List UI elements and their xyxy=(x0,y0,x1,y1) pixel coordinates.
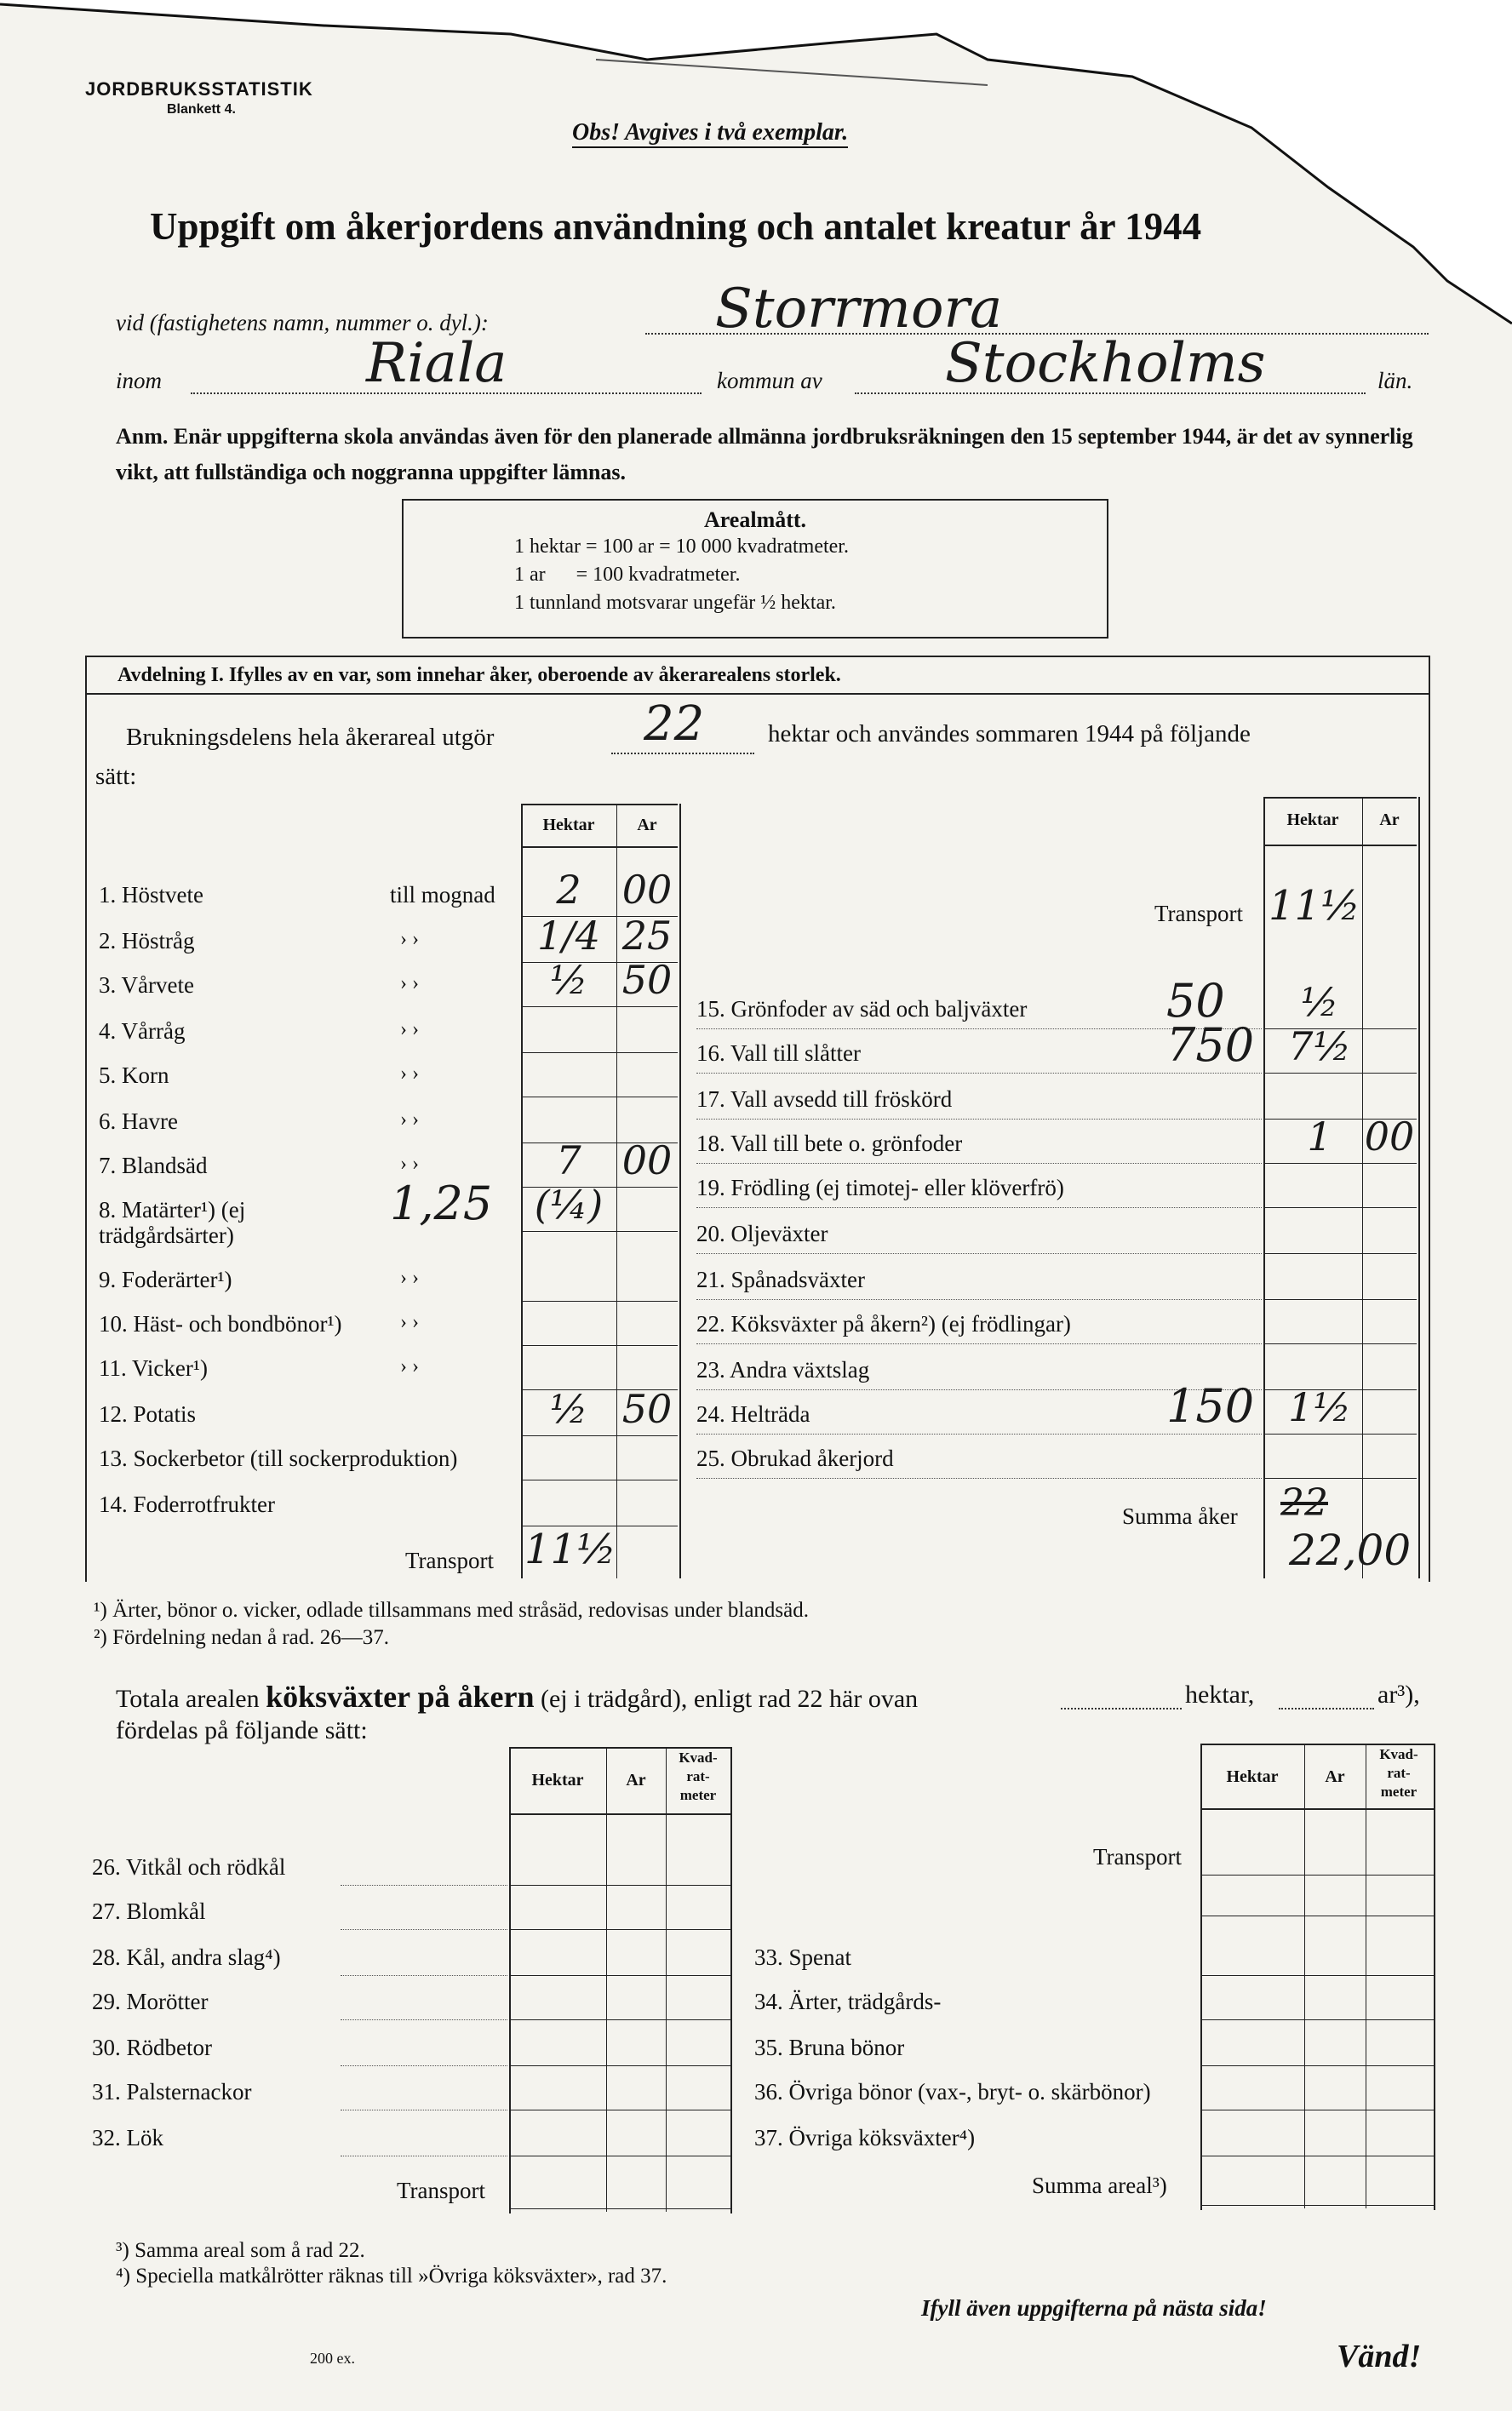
kok-hektar-label: hektar, xyxy=(1185,1681,1255,1709)
right-col-ar: Ar xyxy=(1379,810,1400,829)
row-rule xyxy=(1200,1875,1434,1876)
lan-label: län. xyxy=(1377,368,1413,393)
vegetable-row-label: 31. Palsternackor xyxy=(92,2079,252,2105)
kok-right-ar: Ar xyxy=(1325,1767,1345,1786)
kok-left-header-rule xyxy=(509,1813,730,1815)
vegetable-row-label: 26. Vitkål och rödkål xyxy=(92,1854,286,1880)
crop-row-label: 23. Andra växtslag xyxy=(696,1357,870,1383)
ditto-mark: › › xyxy=(400,1108,419,1131)
row-rule xyxy=(1263,1207,1417,1208)
acreage-intro-a: Brukningsdelens hela åkerareal utgör xyxy=(126,724,495,751)
kok-left-kvm: Kvad-rat-meter xyxy=(679,1750,718,1803)
crop-hektar-value: ½ xyxy=(549,1386,588,1432)
row-rule xyxy=(1263,1434,1417,1435)
row-rule xyxy=(509,1885,730,1886)
footnote-1: ¹) Ärter, bönor o. vicker, odlade tillsammans med stråsäd, redovisas under blandsäd. xyxy=(94,1599,809,1622)
row-rule xyxy=(509,1975,730,1976)
summa-struck: 22 xyxy=(1280,1481,1328,1525)
crop-row-label: 19. Frödling (ej timotej- eller klöverfrö) xyxy=(696,1175,1064,1200)
crop-row-label: 17. Vall avsedd till fröskörd xyxy=(696,1086,953,1112)
arealmatt-title: Arealmått. xyxy=(703,507,807,532)
crop-ar-value: 50 xyxy=(621,957,673,1003)
row-rule xyxy=(1263,1343,1417,1344)
kok-right-div1 xyxy=(1304,1744,1305,2208)
crop-row-label: 20. Oljeväxter xyxy=(696,1221,828,1246)
print-run: 200 ex. xyxy=(310,2350,355,2367)
row-dots xyxy=(696,1119,1262,1120)
crop-row-label: 12. Potatis xyxy=(99,1401,197,1427)
row-dots xyxy=(696,1207,1262,1208)
vegetable-row-label: 29. Morötter xyxy=(92,1989,209,2014)
crop-row-label: 25. Obrukad åkerjord xyxy=(696,1446,894,1471)
ditto-mark: › › xyxy=(400,1355,419,1377)
anm-note: Anm. Enär uppgifterna skola användas även för den planerade allmänna jordbruksräkningen den 15 september 1944, är det av synnerlig vikt, att fullständiga och noggranna uppgifter lämnas. xyxy=(116,424,1413,484)
footnote-3: ³) Samma areal som å rad 22. xyxy=(116,2239,365,2262)
ditto-mark: › › xyxy=(400,1267,419,1289)
kok-intro-b: (ej i trädgård), enligt rad 22 här ovan xyxy=(541,1685,919,1713)
vegetable-row-label: 33. Spenat xyxy=(754,1944,851,1970)
kok-intro-bold: köksväxter på åkern xyxy=(266,1680,535,1714)
row-rule xyxy=(1200,1975,1434,1976)
kok-left-transport: Transport xyxy=(397,2178,486,2203)
vegetable-row-label: 37. Övriga köksväxter⁴) xyxy=(754,2125,976,2150)
crop-row-label: 4. Vårråg xyxy=(99,1018,186,1044)
left-col-hektar: Hektar xyxy=(542,816,595,834)
crop-ar-value: 00 xyxy=(621,867,673,913)
kok-ar-label: ar³), xyxy=(1377,1681,1420,1709)
kok-hektar-line xyxy=(1061,1689,1182,1709)
crop-row-label: 6. Havre xyxy=(99,1108,178,1134)
crop-hektar-value: (¼) xyxy=(534,1182,604,1228)
arealmatt-box xyxy=(402,499,1108,639)
crop-side-note: 150 xyxy=(1166,1379,1255,1433)
left-col-header-rule2 xyxy=(521,846,678,848)
row-rule xyxy=(1200,2065,1434,2066)
crop-row-label: 9. Foderärter¹) xyxy=(99,1267,232,1292)
ditto-mark: › › xyxy=(400,1018,419,1040)
row-rule xyxy=(521,1301,678,1302)
kommun-label: kommun av xyxy=(717,368,822,393)
kok-intro xyxy=(116,1679,918,1715)
fill-next-page: Ifyll även uppgifterna på nästa sida! xyxy=(921,2295,1267,2321)
crop-row-label: 7. Blandsäd xyxy=(99,1153,208,1178)
right-transport-label: Transport xyxy=(1154,901,1244,926)
row-dots xyxy=(696,1478,1262,1479)
arealmatt-line-1: 1 hektar = 100 ar = 10 000 kvadratmeter. xyxy=(514,535,849,558)
left-transport-label: Transport xyxy=(405,1548,495,1573)
row-rule xyxy=(521,1231,678,1232)
row-dots xyxy=(696,1163,1262,1164)
crop-ar-value: 00 xyxy=(621,1137,673,1183)
right-col-header-rule2 xyxy=(1263,845,1417,846)
kok-left-hektar: Hektar xyxy=(531,1771,584,1790)
row-rule xyxy=(521,1435,678,1436)
vegetable-row-label: 30. Rödbetor xyxy=(92,2035,212,2060)
vegetable-row-label: 36. Övriga bönor (vax-, bryt- o. skärbönor) xyxy=(754,2079,1151,2105)
crop-row-label: 2. Höstråg xyxy=(99,928,195,954)
kok-right-grid xyxy=(1200,1744,1435,2210)
arealmatt-line-3: 1 tunnland motsvarar ungefär ½ hektar. xyxy=(514,592,836,614)
row-rule xyxy=(1200,2019,1434,2020)
row-rule xyxy=(1200,2205,1434,2206)
crop-hektar-value: 1 xyxy=(1307,1114,1332,1160)
kok-summa: Summa areal³) xyxy=(1032,2173,1167,2198)
acreage-intro-c: sätt: xyxy=(95,763,137,790)
kok-right-header-rule xyxy=(1200,1808,1434,1810)
crop-row-label: 21. Spånadsväxter xyxy=(696,1267,865,1292)
lan-value: Stockholms xyxy=(945,332,1266,395)
till-mognad: till mognad xyxy=(390,882,495,908)
row-rule xyxy=(1263,1299,1417,1300)
ditto-mark: › › xyxy=(400,1153,419,1175)
crop-row-label: 24. Helträda xyxy=(696,1401,810,1427)
right-col-header-rule xyxy=(1263,797,1417,799)
crop-hektar-value: 7 xyxy=(556,1137,581,1183)
crop-row-label: 11. Vicker¹) xyxy=(99,1355,208,1381)
vegetable-row-label: 27. Blomkål xyxy=(92,1898,206,1924)
crop-ar-value: 50 xyxy=(621,1386,673,1432)
crop-hektar-value: 1½ xyxy=(1288,1384,1351,1430)
crop-hektar-value: 1/4 xyxy=(536,913,601,959)
inom-label: inom xyxy=(116,368,162,393)
kok-left-div1 xyxy=(606,1747,607,2212)
org-name: JORDBRUKSSTATISTIK xyxy=(85,78,313,100)
crop-row-label: 13. Sockerbetor (till sockerproduktion) xyxy=(99,1446,458,1471)
crop-row-label: 16. Vall till slåtter xyxy=(696,1040,861,1066)
kok-left-div2 xyxy=(666,1747,667,2212)
page-title: Uppgift om åkerjordens användning och antalet kreatur år 1944 xyxy=(150,205,1202,248)
avdelning-heading: Avdelning I. Ifylles av en var, som innehar åker, oberoende av åkerarealens storlek. xyxy=(117,664,841,686)
vegetable-row-label: 34. Ärter, trädgårds- xyxy=(754,1989,942,2014)
crop-row-label: 10. Häst- och bondbönor¹) xyxy=(99,1311,342,1337)
row-dots xyxy=(696,1343,1262,1344)
vegetable-row-label: 32. Lök xyxy=(92,2125,163,2150)
row-rule xyxy=(509,2019,730,2020)
summa-label: Summa åker xyxy=(1122,1503,1238,1529)
acreage-intro-b: hektar och användes sommaren 1944 på följande xyxy=(768,720,1251,747)
acreage-value: 22 xyxy=(644,696,705,752)
vegetable-row-label: 35. Bruna bönor xyxy=(754,2035,905,2060)
form-number: Blankett 4. xyxy=(167,102,236,117)
row-rule xyxy=(1263,1073,1417,1074)
ditto-mark: › › xyxy=(400,1062,419,1085)
right-transport-value: 11½ xyxy=(1269,882,1360,930)
row-rule xyxy=(509,1929,730,1930)
right-col-divider xyxy=(1362,797,1363,1578)
crop-row-label: 18. Vall till bete o. grönfoder xyxy=(696,1131,963,1156)
crop-side-note: 1,25 xyxy=(390,1177,493,1230)
ditto-mark: › › xyxy=(400,972,419,994)
crop-hektar-value: ½ xyxy=(1300,979,1339,1025)
kok-right-kvm: Kvad-rat-meter xyxy=(1379,1746,1418,1800)
row-rule xyxy=(1263,1478,1417,1479)
row-dots xyxy=(341,1929,507,1930)
row-dots xyxy=(696,1073,1262,1074)
kok-ar-line xyxy=(1279,1689,1374,1709)
row-rule xyxy=(521,1052,678,1053)
kok-intro-c: fördelas på följande sätt: xyxy=(116,1716,368,1744)
avdelning-heading-rule xyxy=(85,693,1429,695)
row-rule xyxy=(521,1006,678,1007)
crop-row-label: 22. Köksväxter på åkern²) (ej frödlingar) xyxy=(696,1311,1071,1337)
crop-hektar-value: 2 xyxy=(556,867,581,913)
row-rule xyxy=(1263,1163,1417,1164)
left-col-header-rule xyxy=(521,804,678,805)
row-rule xyxy=(1263,1253,1417,1254)
crop-row-label: 8. Matärter¹) (ej trädgårdsärter) xyxy=(99,1197,246,1248)
kok-right-hektar: Hektar xyxy=(1226,1767,1279,1786)
crop-ar-value: 25 xyxy=(621,913,673,959)
row-dots xyxy=(696,1299,1262,1300)
ditto-mark: › › xyxy=(400,928,419,950)
crop-hektar-value: ½ xyxy=(549,957,588,1003)
crop-row-label: 1. Höstvete xyxy=(99,882,203,908)
row-dots xyxy=(696,1253,1262,1254)
inom-value: Riala xyxy=(366,332,507,395)
property-label: vid (fastighetens namn, nummer o. dyl.): xyxy=(116,310,489,335)
arealmatt-line-2: 1 ar = 100 kvadratmeter. xyxy=(514,564,741,586)
row-dots xyxy=(341,2065,507,2066)
row-rule xyxy=(521,1345,678,1346)
crop-row-label: 15. Grönfoder av säd och baljväxter xyxy=(696,996,1028,1022)
turn-over: Vänd! xyxy=(1337,2339,1422,2374)
property-value: Storrmora xyxy=(715,278,1003,341)
left-col-ar: Ar xyxy=(637,816,657,834)
row-dots xyxy=(341,1885,507,1886)
vegetable-row-label: 28. Kål, andra slag⁴) xyxy=(92,1944,281,1970)
left-transport-value: 11½ xyxy=(524,1526,616,1573)
summa-value: 22,00 xyxy=(1289,1526,1412,1575)
crop-hektar-value: 7½ xyxy=(1288,1023,1351,1069)
crop-side-note: 50 xyxy=(1166,974,1225,1028)
footnote-2: ²) Fördelning nedan å rad. 26—37. xyxy=(94,1626,389,1649)
right-col-hektar: Hektar xyxy=(1286,810,1339,829)
row-rule xyxy=(509,2208,730,2209)
kok-left-ar: Ar xyxy=(626,1771,646,1790)
crop-row-label: 14. Foderrotfrukter xyxy=(99,1492,275,1517)
footnote-4: ⁴) Speciella matkålrötter räknas till »Övriga köksväxter», rad 37. xyxy=(116,2265,667,2288)
obs-note: Obs! Avgives i två exemplar. xyxy=(572,119,848,148)
row-dots xyxy=(341,1975,507,1976)
kok-left-grid xyxy=(509,1747,732,2213)
crop-row-label: 5. Korn xyxy=(99,1062,169,1088)
crop-side-note: 750 xyxy=(1166,1018,1255,1072)
crop-ar-value: 00 xyxy=(1364,1114,1415,1160)
kok-intro-a: Totala arealen xyxy=(116,1685,260,1713)
kok-right-transport: Transport xyxy=(1093,1844,1183,1870)
row-rule xyxy=(509,2065,730,2066)
row-dots xyxy=(696,1434,1262,1435)
crop-row-label: 3. Vårvete xyxy=(99,972,194,998)
ditto-mark: › › xyxy=(400,1311,419,1333)
row-dots xyxy=(341,2019,507,2020)
